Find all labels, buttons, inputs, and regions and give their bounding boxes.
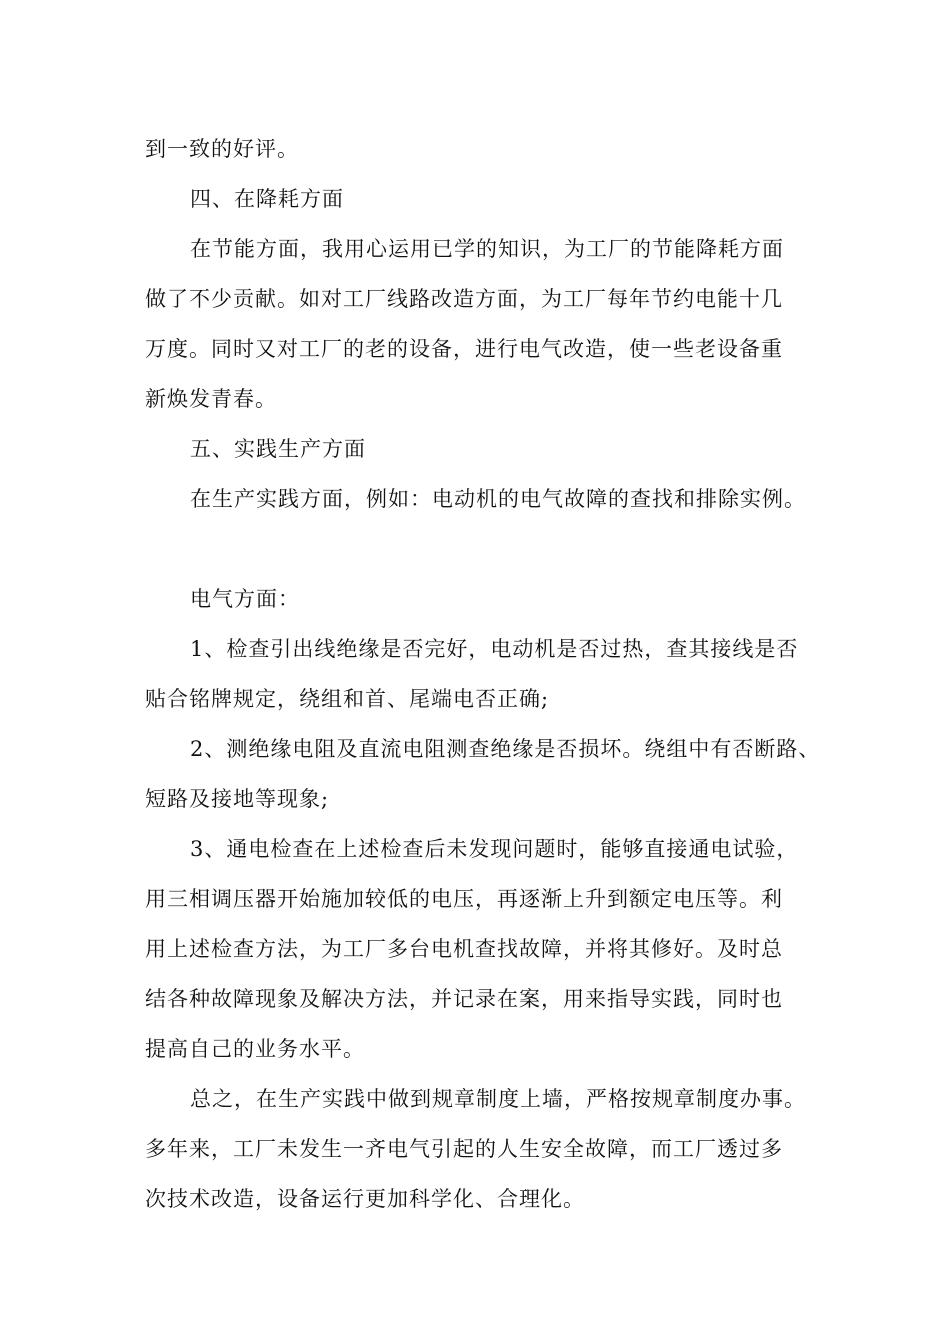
paragraph-line: 次技术改造，设备运行更加科学化、合理化。: [145, 1187, 585, 1211]
list-item-line: 用三相调压器开始施加较低的电压，再逐渐上升到额定电压等。利: [145, 887, 783, 911]
paragraph-line: 在节能方面，我用心运用已学的知识，为工厂的节能降耗方面: [190, 237, 784, 261]
section-heading: 五、实践生产方面: [190, 437, 366, 461]
paragraph-line: 在生产实践方面，例如：电动机的电气故障的查找和排除实例。: [190, 487, 806, 511]
list-item-line: 结各种故障现象及解决方法，并记录在案，用来指导实践，同时也: [145, 987, 783, 1011]
list-item-line: 贴合铭牌规定，绕组和首、尾端电否正确;: [145, 687, 550, 711]
list-item-line: 1、检查引出线绝缘是否完好，电动机是否过热，查其接线是否: [190, 637, 799, 661]
list-item-line: 用上述检查方法，为工厂多台电机查找故障，并将其修好。及时总: [145, 937, 783, 961]
paragraph-line: 总之，在生产实践中做到规章制度上墙，严格按规章制度办事。: [190, 1087, 806, 1111]
paragraph-line: 到一致的好评。: [145, 137, 299, 161]
paragraph-line: 新焕发青春。: [145, 387, 277, 411]
list-item-line: 短路及接地等现象;: [145, 787, 330, 811]
list-item-line: 提高自己的业务水平。: [145, 1037, 365, 1061]
paragraph-line: 做了不少贡献。如对工厂线路改造方面，为工厂每年节约电能十几: [145, 287, 783, 311]
list-item-line: 3、通电检查在上述检查后未发现问题时，能够直接通电试验，: [190, 837, 799, 861]
list-item-line: 2、测绝缘电阻及直流电阻测查绝缘是否损坏。绕组中有否断路、: [190, 737, 821, 761]
paragraph-line: 多年来，工厂未发生一齐电气引起的人生安全故障，而工厂透过多: [145, 1137, 783, 1161]
paragraph-line: 万度。同时又对工厂的老的设备，进行电气改造，使一些老设备重: [145, 337, 783, 361]
subsection-heading: 电气方面：: [190, 587, 300, 611]
section-heading: 四、在降耗方面: [190, 187, 344, 211]
